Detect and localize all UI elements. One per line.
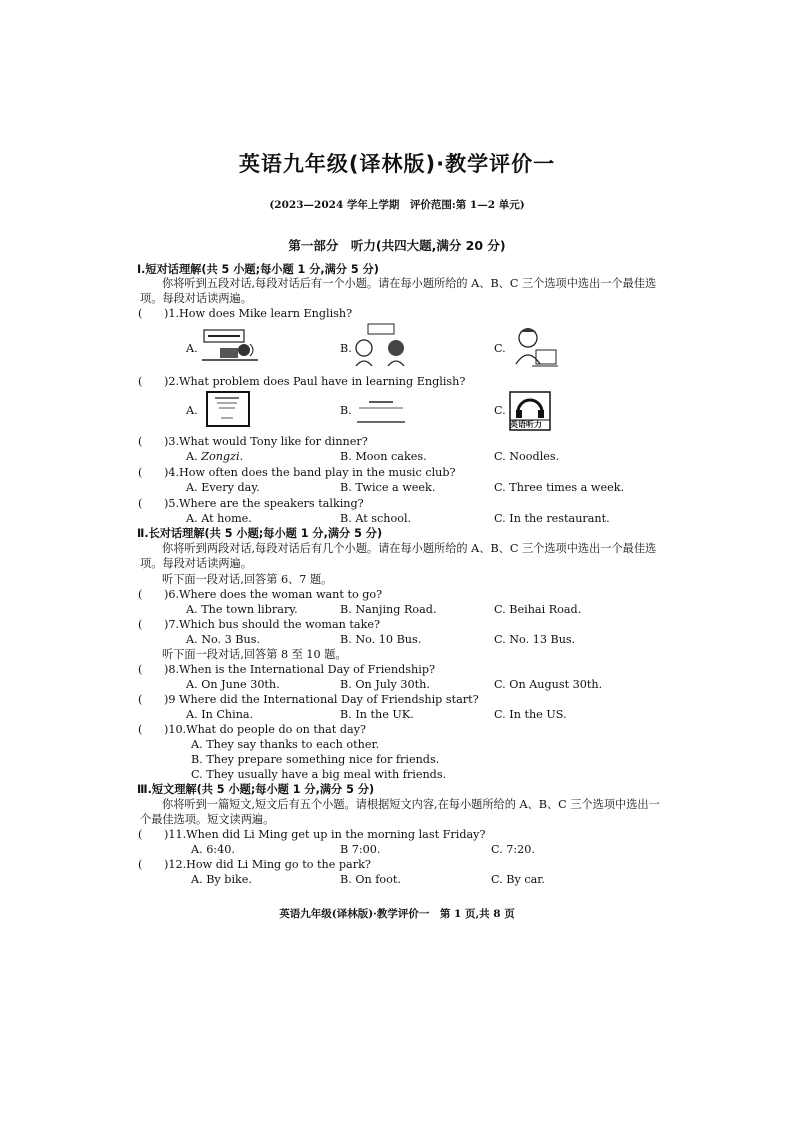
question-number: )11.: [164, 828, 187, 841]
section-1-instructions: 你将听到五段对话,每段对话后有一个小题。请在每小题所给的 A、B、C 三个选项中选出一个最佳选项。每段对话读两遍。: [140, 277, 657, 305]
option-c: C. No. 13 Bus.: [494, 633, 576, 646]
option-a-label: A.: [186, 342, 198, 355]
question-number: )1.: [164, 307, 180, 320]
option-c: C. Beihai Road.: [494, 603, 582, 616]
option-a: A. At home.: [186, 512, 252, 525]
question-1: [164, 307, 352, 321]
question-text: Which bus should the woman take?: [179, 618, 380, 631]
option-a: A. No. 3 Bus.: [186, 633, 261, 646]
question-text: What problem does Paul have in learning English?: [179, 375, 466, 388]
question-number: )12.: [164, 858, 187, 871]
option-c: C. In the US.: [494, 708, 567, 721]
question-number: )3.: [164, 435, 180, 448]
option-c-label: C.: [494, 404, 506, 417]
section-2-heading: Ⅱ.长对话理解(共 5 小题;每小题 1 分,满分 5 分): [137, 527, 383, 540]
question-text: Where does the woman want to go?: [179, 588, 383, 601]
answer-bracket[interactable]: (: [138, 435, 143, 448]
section-2-sub-2: 听下面一段对话,回答第 8 至 10 题。: [162, 648, 347, 661]
question-number: )2.: [164, 375, 180, 388]
question-text: Where did the International Day of Friendship start?: [179, 693, 479, 706]
question-text: When did Li Ming get up in the morning last Friday?: [186, 828, 486, 841]
question-text: How did Li Ming go to the park?: [186, 858, 371, 871]
section-1-heading: Ⅰ.短对话理解(共 5 小题;每小题 1 分,满分 5 分): [137, 263, 379, 276]
answer-bracket[interactable]: (: [138, 618, 143, 631]
option-a-picture: [205, 390, 251, 428]
option-b-label: B.: [340, 342, 352, 355]
option-c: C. Noodles.: [494, 450, 560, 463]
question-number: )6.: [164, 588, 180, 601]
answer-bracket[interactable]: (: [138, 307, 143, 320]
question-text: When is the International Day of Friendship?: [179, 663, 435, 676]
question-number: )5.: [164, 497, 180, 510]
answer-bracket[interactable]: (: [138, 466, 143, 479]
option-c: C. They usually have a big meal with friends.: [191, 768, 447, 781]
question-text: What would Tony like for dinner?: [179, 435, 368, 448]
question-4: [164, 466, 456, 480]
question-number: )9: [164, 693, 176, 706]
section-3-instructions: 你将听到一篇短文,短文后有五个小题。请根据短文内容,在每小题所给的 A、B、C 三个选项中选出一个最佳选项。短文读两遍。: [140, 798, 660, 826]
option-c: C. By car.: [491, 873, 545, 886]
option-c: C. Three times a week.: [494, 481, 625, 494]
option-a-italic: Zongzi: [201, 450, 240, 463]
option-a-picture: [200, 326, 262, 366]
option-a: A. 6:40.: [191, 843, 235, 856]
option-b: B. Twice a week.: [340, 481, 436, 494]
option-b: B. They prepare something nice for friends.: [191, 753, 440, 766]
option-b: B. Nanjing Road.: [340, 603, 437, 616]
page-title: 英语九年级(译林版)·教学评价一: [238, 152, 556, 176]
option-a-label: A.: [186, 404, 198, 417]
option-a: A. The town library.: [186, 603, 298, 616]
option-b-label: B.: [340, 404, 352, 417]
answer-bracket[interactable]: (: [138, 828, 143, 841]
option-b: B. Moon cakes.: [340, 450, 427, 463]
section-3-heading: Ⅲ.短文理解(共 5 小题;每小题 1 分,满分 5 分): [137, 783, 375, 796]
option-b: B. In the UK.: [340, 708, 414, 721]
answer-bracket[interactable]: (: [138, 663, 143, 676]
question-number: )10.: [164, 723, 187, 736]
question-9: [164, 693, 479, 707]
page-subtitle: (2023—2024 学年上学期 评价范围:第 1—2 单元): [269, 199, 525, 211]
option-c-picture: [510, 324, 560, 370]
question-6: [164, 588, 382, 602]
question-text: What do people do on that day?: [186, 723, 367, 736]
option-b-picture: [355, 396, 407, 426]
answer-bracket[interactable]: (: [138, 375, 143, 388]
answer-bracket[interactable]: (: [138, 693, 143, 706]
option-c: C. In the restaurant.: [494, 512, 610, 525]
answer-bracket[interactable]: (: [138, 858, 143, 871]
option-b: B. No. 10 Bus.: [340, 633, 422, 646]
option-a: A. By bike.: [191, 873, 252, 886]
option-c: C. 7:20.: [491, 843, 535, 856]
option-a: A. They say thanks to each other.: [191, 738, 380, 751]
option-b: B. At school.: [340, 512, 412, 525]
option-b-picture: [352, 322, 410, 368]
option-c-caption: 英语听力: [510, 420, 542, 429]
question-number: )7.: [164, 618, 180, 631]
page-footer: 英语九年级(译林版)·教学评价一 第 1 页,共 8 页: [279, 908, 515, 920]
question-3: [164, 435, 368, 449]
option-a-prefix: A.: [186, 450, 202, 463]
question-text: How often does the band play in the music club?: [179, 466, 456, 479]
question-5: [164, 497, 364, 511]
question-number: )8.: [164, 663, 180, 676]
option-a-suffix: .: [239, 450, 244, 463]
section-2-instructions: 你将听到两段对话,每段对话后有几个小题。请在每小题所给的 A、B、C 三个选项中选出一个最佳选项。每段对话读两遍。: [140, 542, 657, 570]
question-10: [164, 723, 366, 737]
answer-bracket[interactable]: (: [138, 588, 143, 601]
option-b: B. On July 30th.: [340, 678, 430, 691]
option-a: A. On June 30th.: [186, 678, 280, 691]
option-b: B 7:00.: [340, 843, 381, 856]
option-b: B. On foot.: [340, 873, 401, 886]
option-c: C. On August 30th.: [494, 678, 603, 691]
question-12: [164, 858, 371, 872]
part-heading: 第一部分 听力(共四大题,满分 20 分): [288, 238, 506, 253]
question-number: )4.: [164, 466, 180, 479]
question-text: How does Mike learn English?: [179, 307, 353, 320]
option-c-label: C.: [494, 342, 506, 355]
option-a: A. In China.: [186, 708, 254, 721]
answer-bracket[interactable]: (: [138, 497, 143, 510]
section-2-sub-1: 听下面一段对话,回答第 6、7 题。: [162, 573, 333, 586]
answer-bracket[interactable]: (: [138, 723, 143, 736]
question-text: Where are the speakers talking?: [179, 497, 364, 510]
question-8: [164, 663, 435, 677]
question-11: [164, 828, 486, 842]
option-a: [186, 450, 243, 463]
question-2: [164, 375, 465, 389]
question-7: [164, 618, 380, 632]
option-a: A. Every day.: [186, 481, 260, 494]
